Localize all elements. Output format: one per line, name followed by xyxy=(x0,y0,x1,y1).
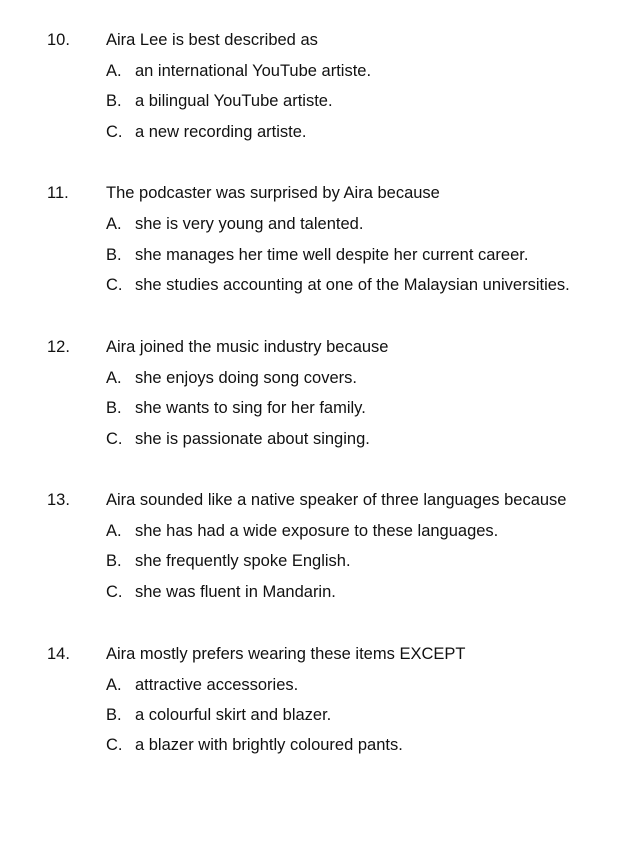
option-a xyxy=(106,214,363,234)
option-letter: A. xyxy=(106,369,122,387)
option-text: attractive accessories. xyxy=(135,676,299,694)
option-text: she has had a wide exposure to these languages. xyxy=(135,522,499,540)
option-text: a colourful skirt and blazer. xyxy=(135,706,332,724)
option-text: she wants to sing for her family. xyxy=(135,399,366,417)
option-letter: C. xyxy=(106,736,123,754)
option-b xyxy=(106,705,331,725)
option-a xyxy=(106,61,371,81)
option-c xyxy=(106,735,403,755)
option-b xyxy=(106,245,528,265)
option-letter: C. xyxy=(106,123,123,141)
option-text: she enjoys doing song covers. xyxy=(135,369,357,387)
option-text: she was fluent in Mandarin. xyxy=(135,583,336,601)
option-c xyxy=(106,582,336,602)
question-number: 14. xyxy=(47,645,70,663)
option-letter: A. xyxy=(106,522,122,540)
question-stem: Aira joined the music industry because xyxy=(106,338,389,356)
question-stem: Aira mostly prefers wearing these items EXCEPT xyxy=(106,645,466,663)
option-letter: C. xyxy=(106,583,123,601)
option-c xyxy=(106,122,307,142)
option-text: she is passionate about singing. xyxy=(135,430,370,448)
option-text: she frequently spoke English. xyxy=(135,552,351,570)
option-b xyxy=(106,91,333,111)
option-text: she studies accounting at one of the Malaysian universities. xyxy=(135,276,570,294)
question-stem: The podcaster was surprised by Aira because xyxy=(106,184,440,202)
option-a xyxy=(106,368,357,388)
option-letter: A. xyxy=(106,62,122,80)
option-a xyxy=(106,675,298,695)
option-letter: B. xyxy=(106,706,122,724)
option-letter: A. xyxy=(106,215,122,233)
option-letter: C. xyxy=(106,276,123,294)
option-c xyxy=(106,429,370,449)
option-letter: B. xyxy=(106,399,122,417)
option-text: a new recording artiste. xyxy=(135,123,307,141)
option-text: she manages her time well despite her current career. xyxy=(135,246,529,264)
option-letter: C. xyxy=(106,430,123,448)
question-stem: Aira Lee is best described as xyxy=(106,31,318,49)
option-text: a blazer with brightly coloured pants. xyxy=(135,736,403,754)
option-c xyxy=(106,275,570,295)
option-text: a bilingual YouTube artiste. xyxy=(135,92,333,110)
option-letter: B. xyxy=(106,246,122,264)
option-b xyxy=(106,398,366,418)
option-text: an international YouTube artiste. xyxy=(135,62,372,80)
question-number: 13. xyxy=(47,491,70,509)
question-number: 10. xyxy=(47,31,70,49)
option-letter: A. xyxy=(106,676,122,694)
question-number: 12. xyxy=(47,338,70,356)
option-text: she is very young and talented. xyxy=(135,215,364,233)
question-number: 11. xyxy=(47,184,69,202)
option-letter: B. xyxy=(106,552,122,570)
option-a xyxy=(106,521,498,541)
option-letter: B. xyxy=(106,92,122,110)
question-stem: Aira sounded like a native speaker of three languages because xyxy=(106,491,567,509)
option-b xyxy=(106,551,351,571)
